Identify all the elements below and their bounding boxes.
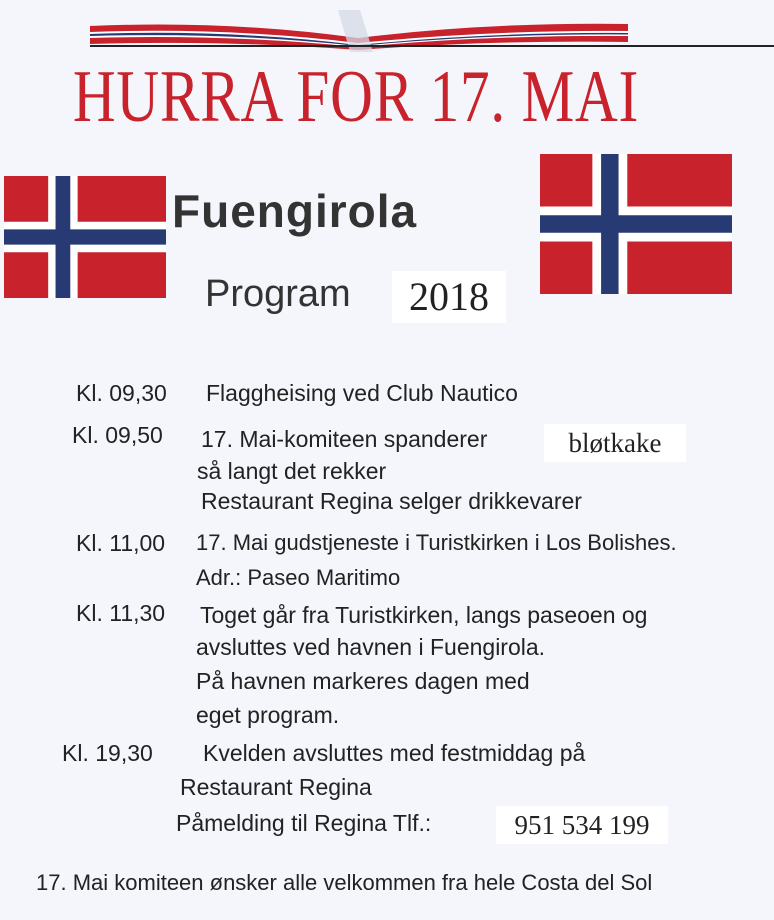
schedule-time: Kl. 09,50 (72, 422, 163, 448)
schedule-line: 17. Mai-komiteen spanderer (201, 426, 488, 452)
phone-number-box: 951 534 199 (496, 806, 668, 844)
schedule-time: Kl. 11,00 (76, 530, 166, 556)
city-name: Fuengirola (172, 185, 418, 237)
schedule-line: Restaurant Regina selger drikkevarer (201, 488, 582, 514)
schedule-line: Restaurant Regina (180, 774, 372, 800)
schedule-line: På havnen markeres dagen med (196, 668, 530, 694)
highlight-word-box: bløtkake (544, 424, 686, 462)
poster-title: HURRA FOR 17. MAI (72, 56, 640, 138)
schedule-line: avsluttes ved havnen i Fuengirola. (196, 634, 546, 660)
schedule-time: Kl. 09,30 (76, 380, 167, 406)
schedule-line: Påmelding til Regina Tlf.: (176, 810, 432, 836)
top-rule (90, 45, 774, 47)
schedule-line: Flaggheising ved Club Nautico (206, 380, 518, 406)
program-label: Program (205, 273, 351, 315)
program-year: 2018 (392, 271, 506, 323)
norway-flag-icon (4, 176, 166, 298)
schedule-line: så langt det rekker (197, 458, 387, 484)
footer-text: 17. Mai komiteen ønsker alle velkommen fra hele Costa del Sol (36, 870, 653, 895)
schedule-line: eget program. (196, 702, 340, 728)
schedule-line: Toget går fra Turistkirken, langs paseoen og (200, 602, 648, 628)
schedule-line: Adr.: Paseo Maritimo (196, 565, 401, 590)
schedule-time: Kl. 11,30 (76, 600, 166, 626)
norway-flag-icon (540, 154, 732, 294)
schedule-line: Kvelden avsluttes med festmiddag på (203, 740, 586, 766)
schedule-time: Kl. 19,30 (62, 740, 153, 766)
schedule-line: 17. Mai gudstjeneste i Turistkirken i Los Bolishes. (196, 530, 677, 555)
